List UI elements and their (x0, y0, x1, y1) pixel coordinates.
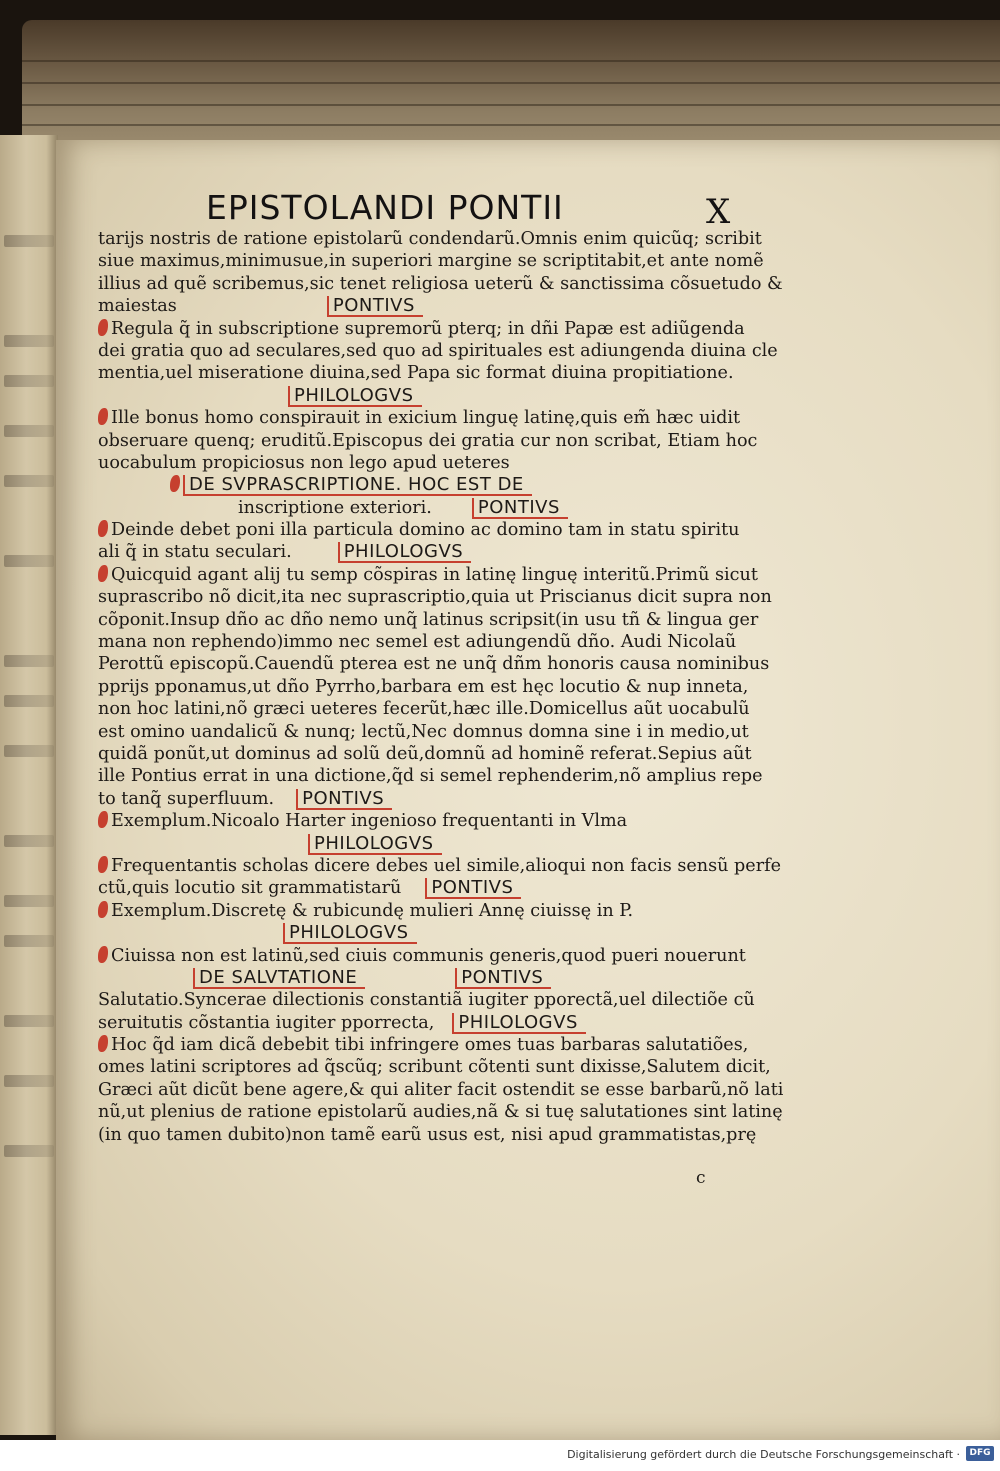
text-line (98, 295, 798, 317)
line-text: Deinde debet poni illa particula domino ac domino tam in statu spiritu (111, 520, 740, 541)
pilcrow-mark-icon (98, 408, 108, 425)
text-line (98, 430, 798, 452)
line-text: Exemplum.Nicoalo Harter ingenioso frequentanti in Vlma (111, 811, 628, 832)
line-text: Hoc q̃d iam dicã debebit tibi infringere omes tuas barbaras salutatiões, (111, 1035, 749, 1056)
line-text: to tanq̃ superfluum. (98, 788, 275, 809)
text-line (98, 945, 798, 967)
speaker-rubric: PONTIVS (472, 498, 568, 519)
text-line (98, 765, 798, 787)
text-line (98, 721, 798, 743)
speaker-rubric: PHILOLOGVS (452, 1013, 586, 1034)
pilcrow-mark-icon (98, 319, 108, 336)
speaker-rubric: PONTIVS (425, 878, 521, 899)
text-line (98, 810, 798, 832)
line-text: (in quo tamen dubito)non tamẽ earũ usus est, nisi apud grammatistas,prę (98, 1124, 757, 1145)
text-line (98, 989, 798, 1011)
text-line (98, 676, 798, 698)
pilcrow-mark-icon (98, 520, 108, 537)
line-text: tarijs nostris de ratione epistolarũ condendarũ.Omnis enim quicũq; scribit (98, 229, 762, 249)
line-text: maiestas (98, 296, 177, 317)
line-text: Regula q̃ in subscriptione supremorũ pterq; in dñi Papæ est adiũgenda (111, 318, 745, 339)
pilcrow-mark-icon (98, 565, 108, 582)
line-text: Salutatio.Syncerae dilectionis constantiã iugiter pporectã,uel dilectiõe cũ (98, 990, 755, 1011)
left-page-sliver (0, 135, 58, 1435)
text-line (98, 743, 798, 765)
speaker-rubric: PONTIVS (455, 968, 551, 989)
text-line (98, 855, 798, 877)
text-line (98, 609, 798, 631)
speaker-rubric: PONTIVS (296, 789, 392, 810)
folio-number: X (706, 192, 731, 232)
speaker-rubric: DE SVPRASCRIPTIONE. HOC EST DE (183, 475, 532, 496)
pilcrow-mark-icon (98, 1035, 108, 1052)
line-text: mana non rephendo)immo nec semel est adiungendũ dño. Audi Nicolaũ (98, 632, 737, 653)
line-text: inscriptione exteriori. (238, 497, 432, 518)
text-line (98, 564, 798, 586)
recto-page (56, 140, 1000, 1440)
text-line (98, 1034, 798, 1056)
line-text: omes latini scriptores ad q̃scũq; scribunt cõtenti sunt dixisse,Salutem dicit, (98, 1057, 771, 1078)
text-line (98, 385, 798, 407)
line-text: siue maximus,minimusue,in superiori margine se scriptitabit,et ante nomẽ (98, 251, 764, 272)
line-text: nũ,ut plenius de ratione epistolarũ audies,nã & si tuę salutationes sint latinę (98, 1102, 783, 1123)
text-line (98, 833, 798, 855)
line-text: Quicquid agant alij tu semp cõspiras in latinę linguę interitũ.Primũ sicut (111, 564, 758, 585)
pilcrow-mark-icon (98, 901, 108, 918)
text-line (98, 922, 798, 944)
text-line (98, 586, 798, 608)
text-line (98, 1079, 798, 1101)
running-head: EPISTOLANDI PONTII (206, 188, 564, 227)
line-text: non hoc latini,nõ græci ueteres fecerũt,hæc ille.Domicellus aũt uocabulũ (98, 699, 750, 720)
speaker-rubric: PHILOLOGVS (308, 834, 442, 855)
line-text: pprijs pponamus,ut dño Pyrrho,barbara em est hęc locutio & nup inneta, (98, 676, 749, 697)
line-text: ali q̃ in statu seculari. (98, 542, 292, 563)
text-line (98, 967, 798, 989)
text-line (98, 497, 798, 519)
text-line (98, 900, 798, 922)
text-line (98, 877, 798, 899)
line-text: uocabulum propiciosus non lego apud ueteres (98, 452, 510, 473)
signature-mark: c (696, 1168, 706, 1188)
text-line (98, 452, 798, 474)
line-text: mentia,uel miseratione diuina,sed Papa sic format diuina propitiatione. (98, 363, 734, 384)
line-text: Frequentantis scholas dicere debes uel simile,alioqui non facis sensũ perfe (111, 855, 782, 876)
line-text: illius ad quẽ scribemus,sic tenet religiosa ueterũ & sanctissima cõsuetudo & (98, 273, 783, 294)
text-line (98, 1012, 798, 1034)
text-line (98, 698, 798, 720)
caption-bar (0, 1440, 1000, 1471)
line-text: cõponit.Insup dño ac dño nemo unq̃ latinus scripsit(in usu tñ & lingua ger (98, 609, 759, 630)
line-text: obseruare quenq; eruditũ.Episcopus dei gratia cur non scribat, Etiam hoc (98, 430, 758, 451)
line-text: suprascribo nõ dicit,ita nec suprascriptio,quia ut Priscianus dicit supra non (98, 587, 772, 608)
text-line (98, 653, 798, 675)
text-line (98, 474, 798, 496)
line-text: quidã ponũt,ut dominus ad solũ deũ,domnũ ad hominẽ referat.Sepius aũt (98, 743, 752, 764)
line-text: ille Pontius errat in una dictione,q̃d si semel rephenderim,nõ amplius repe (98, 766, 763, 787)
speaker-rubric: PHILOLOGVS (283, 923, 417, 944)
speaker-rubric: PHILOLOGVS (288, 386, 422, 407)
text-line (98, 228, 798, 250)
text-line (98, 519, 798, 541)
speaker-rubric: DE SALVTATIONE (193, 968, 365, 989)
text-line (98, 273, 798, 295)
text-line (98, 340, 798, 362)
text-line (98, 250, 798, 272)
pilcrow-mark-icon (98, 811, 108, 828)
body-text (98, 228, 798, 1146)
text-line (98, 541, 798, 563)
line-text: dei gratia quo ad seculares,sed quo ad spirituales est adiungenda diuina cle (98, 340, 778, 361)
line-text: ctũ,quis locutio sit grammatistarũ (98, 878, 402, 899)
line-text: Perottũ episcopũ.Cauendũ pterea est ne unq̃ dñm honoris causa nominibus (98, 654, 770, 675)
text-line (98, 1101, 798, 1123)
text-line (98, 1056, 798, 1078)
pilcrow-mark-icon (98, 946, 108, 963)
text-line (98, 788, 798, 810)
text-line (98, 631, 798, 653)
funding-caption: Digitalisierung gefördert durch die Deutsche Forschungsgemeinschaft · (567, 1448, 960, 1461)
text-line (98, 318, 798, 340)
line-text: Exemplum.Discretę & rubicundę mulieri Annę ciuissę in P. (111, 900, 634, 921)
text-line (98, 407, 798, 429)
pilcrow-mark-icon (98, 856, 108, 873)
speaker-rubric: PHILOLOGVS (338, 542, 472, 563)
speaker-rubric: PONTIVS (327, 296, 423, 317)
pilcrow-mark-icon (170, 475, 180, 492)
dfg-logo-icon: DFG (966, 1446, 994, 1461)
text-line (98, 1124, 798, 1146)
line-text: est omino uandalicũ & nunq; lectũ,Nec domnus domna sine i in medio,ut (98, 721, 749, 742)
line-text: Ille bonus homo conspirauit in exicium linguę latinę,quis em̃ hæc uidit (111, 408, 741, 429)
line-text: Ciuissa non est latinũ,sed ciuis communis generis,quod pueri nouerunt (111, 945, 746, 966)
line-text: seruitutis cõstantia iugiter pporrecta, (98, 1012, 435, 1033)
text-line (98, 362, 798, 384)
line-text: Græci aũt dicũt bene agere,& qui aliter facit ostendit se esse barbarũ,nõ lati (98, 1079, 784, 1100)
